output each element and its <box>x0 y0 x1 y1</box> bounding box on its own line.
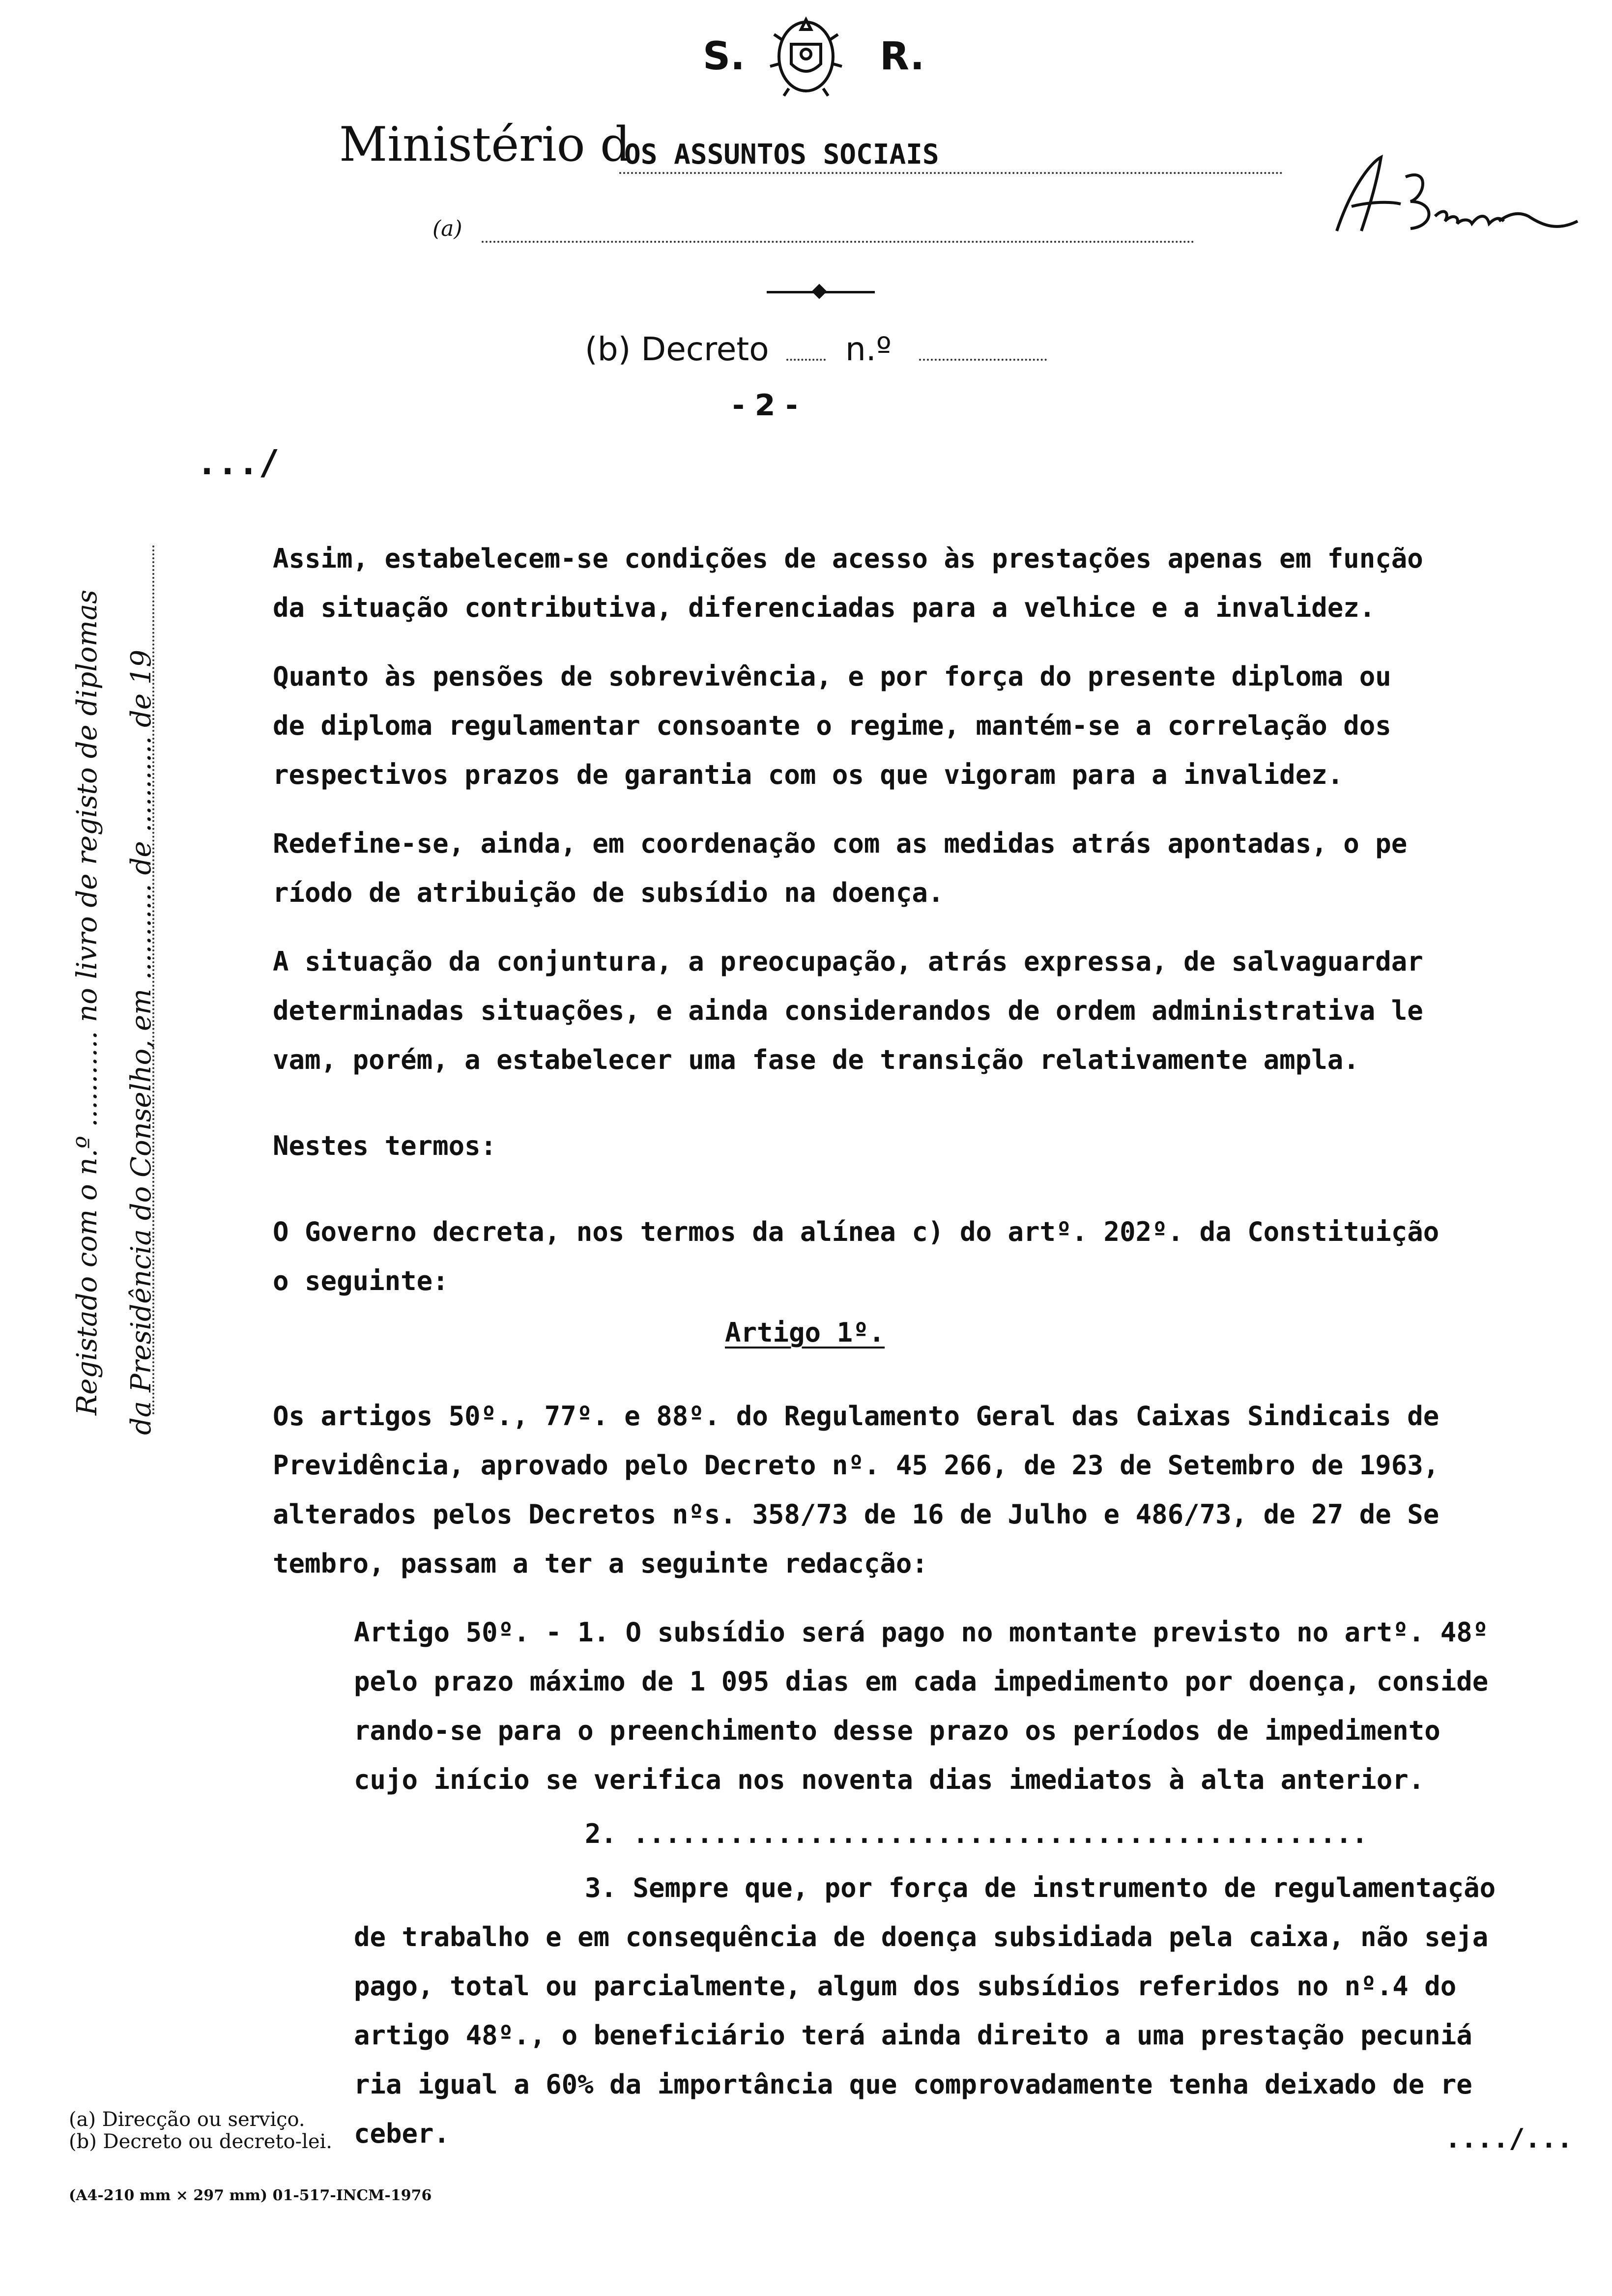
paragraph-5: Nestes termos: <box>273 1130 497 1161</box>
quote-3-line-6: ceber. <box>354 2118 450 2149</box>
paragraph-4-line-1: A situação da conjuntura, a preocupação, atrás expressa, de salvaguardar <box>273 946 1423 977</box>
paragraph-4-line-3: vam, porém, a estabelecer uma fase de transição relativamente ampla. <box>273 1044 1359 1075</box>
continuation-bottom: ..../... <box>1445 2123 1573 2154</box>
margin-line-2: da Presidência do Conselho, em ........... de ........... de 19 <box>125 649 157 1435</box>
paragraph-2-line-2: de diploma regulamentar consoante o regime, mantém-se a correlação dos <box>273 710 1391 741</box>
quote-1-line-1: Artigo 50º. - 1. O subsídio será pago no montante previsto no artº. 48º <box>354 1617 1489 1648</box>
decree-label: (b) Decreto <box>585 330 769 368</box>
decree-number-dotline <box>919 359 1047 361</box>
paragraph-6-line-2: o seguinte: <box>273 1265 449 1296</box>
paragraph-6-line-1: O Governo decreta, nos termos da alínea c) do artº. 202º. da Constituição <box>273 1216 1439 1247</box>
field-a-dotline <box>482 241 1194 243</box>
paragraph-7-line-1: Os artigos 50º., 77º. e 88º. do Regulamento Geral das Caixas Sindicais de <box>273 1401 1439 1432</box>
header-divider-diamond <box>811 284 827 299</box>
paragraph-3-line-1: Redefine-se, ainda, em coordenação com as medidas atrás apontadas, o pe <box>273 828 1408 859</box>
quote-1-line-2: pelo prazo máximo de 1 095 dias em cada impedimento por doença, conside <box>354 1666 1489 1697</box>
ministry-dotline <box>619 172 1283 174</box>
quote-3-line-3: pago, total ou parcialmente, algum dos subsídios referidos no nº.4 do <box>354 1971 1457 2002</box>
quote-3-line-1: 3. Sempre que, por força de instrumento de regulamentação <box>585 1872 1496 1903</box>
margin-rule <box>152 545 154 1415</box>
page-number: - 2 - <box>732 388 798 423</box>
quote-2: 2. .............................................. <box>585 1818 1368 1849</box>
decree-type-dotline <box>786 359 826 361</box>
decree-number-label: n.º <box>845 330 892 368</box>
article-heading: Artigo 1º. <box>725 1317 885 1348</box>
coat-of-arms-icon <box>767 10 845 103</box>
paragraph-2-line-3: respectivos prazos de garantia com os que vigoram para a invalidez. <box>273 759 1344 790</box>
paragraph-3-line-2: ríodo de atribuição de subsídio na doença. <box>273 877 944 908</box>
field-a-label: (a) <box>432 216 462 241</box>
quote-1-line-3: rando-se para o preenchimento desse prazo os períodos de impedimento <box>354 1715 1440 1746</box>
form-code: (A4-210 mm × 297 mm) 01-517-INCM-1976 <box>69 2187 432 2204</box>
continuation-top: ...∕ <box>197 442 280 483</box>
footnote-b: (b) Decreto ou decreto-lei. <box>69 2130 333 2153</box>
quote-3-line-2: de trabalho e em consequência de doença subsidiada pela caixa, não seja <box>354 1922 1489 1952</box>
handwritten-signature <box>1332 147 1587 246</box>
paragraph-7-line-3: alterados pelos Decretos nºs. 358/73 de 16 de Julho e 486/73, de 27 de Se <box>273 1499 1439 1530</box>
footnote-a: (a) Direcção ou serviço. <box>69 2108 305 2131</box>
quote-3-line-4: artigo 48º., o beneficiário terá ainda direito a uma prestação pecuniá <box>354 2020 1472 2051</box>
quote-1-line-4: cujo início se verifica nos noventa dias imediatos à alta anterior. <box>354 1764 1425 1795</box>
paragraph-7-line-2: Previdência, aprovado pelo Decreto nº. 45 266, de 23 de Setembro de 1963, <box>273 1450 1439 1481</box>
paragraph-2-line-1: Quanto às pensões de sobrevivência, e por força do presente diploma ou <box>273 661 1391 692</box>
ministry-name: OS ASSUNTOS SOCIAIS <box>624 139 939 171</box>
paragraph-7-line-4: tembro, passam a ter a seguinte redacção: <box>273 1548 928 1579</box>
seal-letter-r: R. <box>880 34 925 79</box>
paragraph-1-line-2: da situação contributiva, diferenciadas para a velhice e a invalidez. <box>273 592 1376 623</box>
quote-3-line-5: ria igual a 60% da importância que comprovadamente tenha deixado de re <box>354 2069 1472 2100</box>
paragraph-1-line-1: Assim, estabelecem-se condições de acesso às prestações apenas em função <box>273 543 1423 574</box>
paragraph-4-line-2: determinadas situações, e ainda considerandos de ordem administrativa le <box>273 995 1423 1026</box>
ministry-prefix: Ministério d <box>339 117 631 172</box>
margin-line-1: Registado com o n.º ........... no livro de registo de diplomas <box>71 590 103 1415</box>
seal-letter-s: S. <box>703 34 745 79</box>
